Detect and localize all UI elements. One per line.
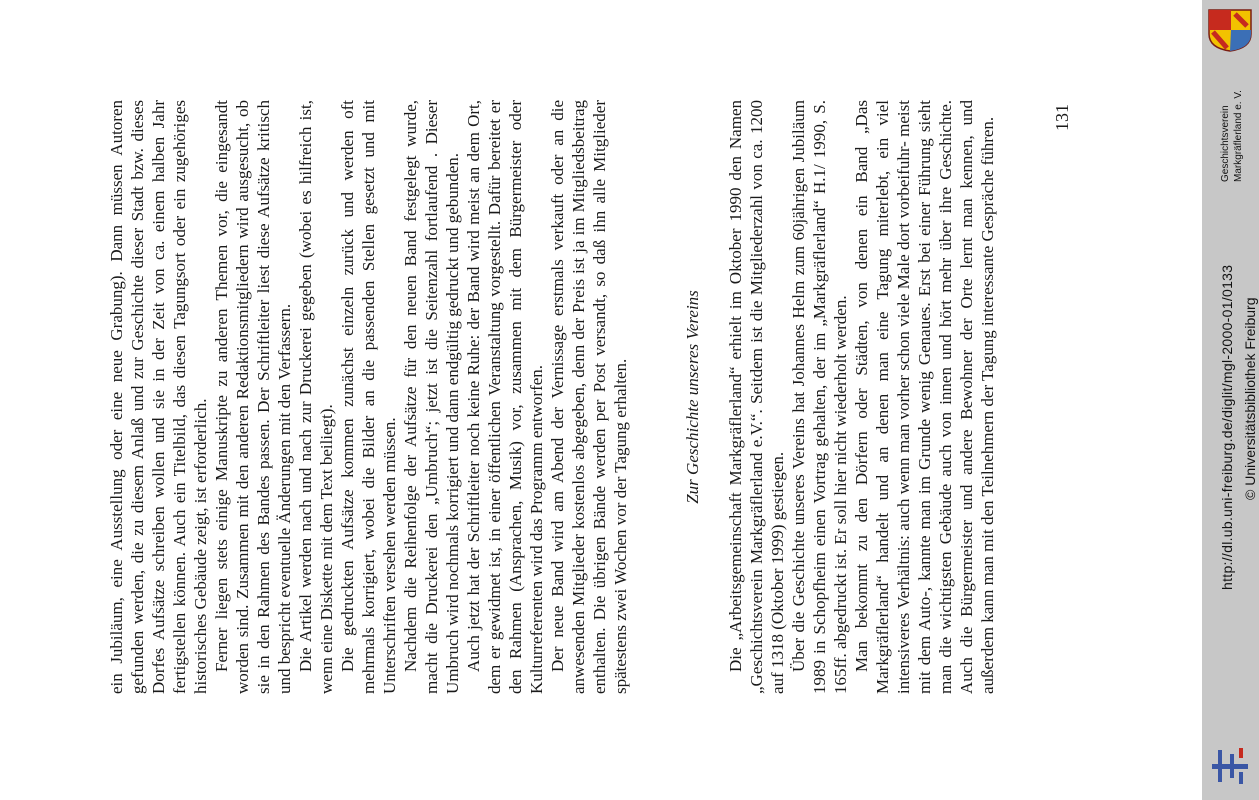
paragraph: Nachdem die Reihenfolge der Aufsätze für den neuen Band festgelegt wurde, macht die Druckerei den „Umbruch“; jetzt ist die Seitenzahl fortlaufend . Dieser Umbruch wird nochmals korrigiert und dann endgültig gedruckt und gebunden. [401,100,462,694]
paragraph: ein Jubiläum, eine Ausstellung oder eine neue Grabung). Dann müssen Autoren gefunden werden, die zu diesem Anlaß und zur Geschichte dieser Stadt bzw. dieses Dorfes Aufsätze schreiben wollen und sie in der Zeit von ca. einem halben Jahr fertigstellen können. Auch ein Titelbild, das diesen Tagungsort oder ein zugehöriges historisches Gebäude zeigt, ist erforderlich. [107,100,210,694]
coat-of-arms-icon [1207,8,1253,52]
section-heading: Zur Geschichte unseres Vereins [683,290,702,504]
main-text [106,100,631,694]
paragraph: Die „Arbeitsgemeinschaft Markgräflerland“ erhielt im Oktober 1990 den Namen „Geschichtsverein Markgräflerland e.V.“. Seitdem ist die Mitgliederzahl von ca. 1200 auf 1318 (Oktober 1999) gestiegen. [726,100,787,694]
paragraph: Die gedruckten Aufsätze kommen zunächst einzeln zurück und werden oft mehrmals korrigiert, wobei die Bilder an die passenden Stellen gesetzt und mit Unterschriften versehen werden müssen. [338,100,399,694]
paragraph: Man bekommt zu den Dörfern oder Städten, von denen ein Band „Das Markgräflerland“ handelt und an denen man eine Tagung miterlebt, ein viel intensiveres Verhältnis: auch wenn man vorher schon viele Male dort vorbeifuhr- meist mit dem Auto-, kannte man im Grunde wenig Genaues. Erst bei einer Führung sieht man die wichtigsten Gebäude auch von innen und hört mehr über ihre Geschichte. Auch die Bürgermeister und andere Bewohner der Orte lernt man kennen, und außerdem kann man mit den Teilnehmern der Tagung interessante Gespräche führen. [852,100,997,694]
page-number: 131 [1052,104,1072,131]
society-name-line1: Geschichtsverein [1220,105,1231,182]
copyright-notice: © Universitätsbibliothek Freiburg [1242,297,1258,500]
paragraph: Die Artikel werden nach und nach zur Druckerei gegeben (wobei es hilfreich ist, wenn eine Diskette mit dem Text beiliegt). [296,100,336,694]
paragraph: Auch jetzt hat der Schriftleiter noch keine Ruhe: der Band wird meist an dem Ort, dem er gewidmet ist, in einer öffentlichen Veranstaltung vorgestellt. Dafür bereitet er den Rahmen (Ansprachen, Musik) vor, zusammen mit dem Bürgermeister oder Kulturreferenten wird das Programm entworfen. [464,100,546,694]
section-text [725,100,998,694]
paragraph: Der neue Band wird am Abend der Vernissage erstmals verkauft oder an die anwesenden Mitglieder kostenlos abgegeben, denn der Preis ist ja im Mitgliedsbeitrag enthalten. Die übrigen Bände werden per Post versandt, so daß ihn alle Mitglieder spätestens zwei Wochen vor der Tagung erhalten. [548,100,630,694]
source-url-link[interactable]: http://dl.ub.uni-freiburg.de/diglit/mgl-2000-01/0133 [1219,264,1235,590]
society-name-line2: Markgräflerland e. V. [1233,90,1244,182]
paragraph: Über die Geschichte unseres Vereins hat Johannes Helm zum 60jährigen Jubiläum 1989 in Schopfheim einen Vortrag gehalten, der im „Markgräflerland“ H.1/ 1990, S. 165ff. abgedruckt ist. Er soll hier nicht wiederholt werden. [789,100,850,694]
ub-freiburg-logo-icon [1208,746,1252,786]
paragraph: Ferner liegen stets einige Manuskripte zu anderen Themen vor, die eingesandt worden sind. Zusammen mit den anderen Redaktionsmitgliedern wird ausgesucht, ob sie in den Rahmen des Bandes passen. Der Schriftleiter liest diese Aufsätze kritisch und bespricht eventuelle Änderungen mit den Verfassern. [212,100,294,694]
